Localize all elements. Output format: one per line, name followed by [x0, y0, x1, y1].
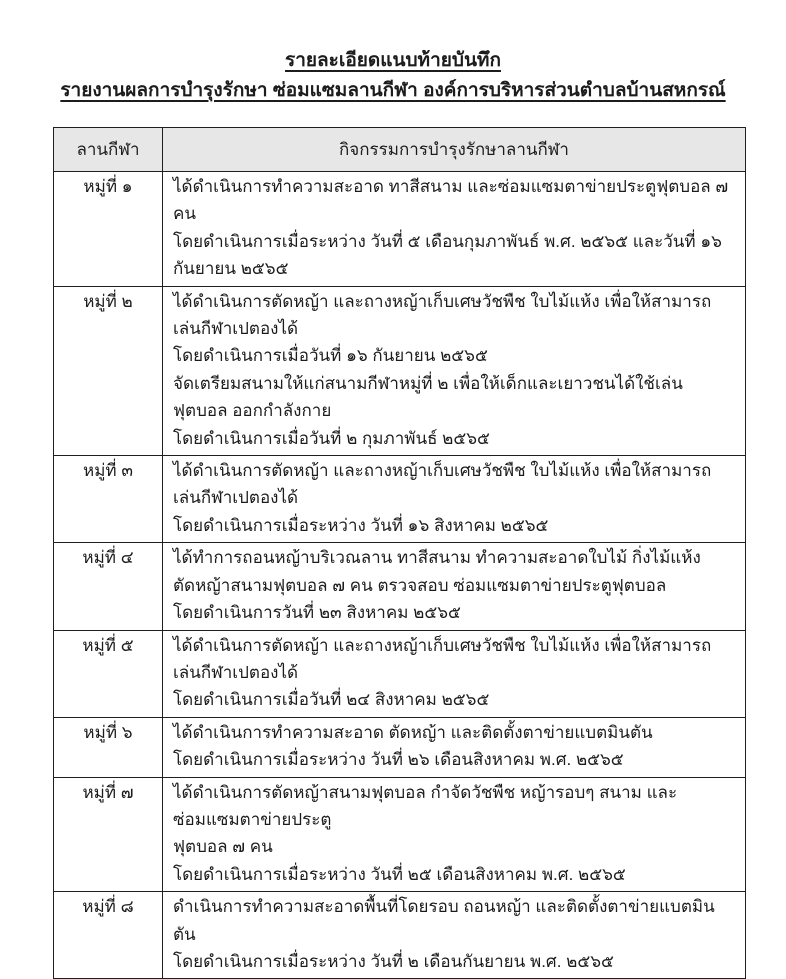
table-row	[54, 286, 746, 455]
table-row	[54, 717, 746, 777]
activity-line: โดยดำเนินการเมื่อระหว่าง วันที่ ๒ เดือนกันยายน พ.ศ. ๒๕๖๕	[173, 951, 614, 971]
table-header-row	[54, 128, 746, 172]
header-cell-field: ลานกีฬา	[54, 128, 163, 172]
activity-line: จัดเตรียมสนามให้แก่สนามกีฬาหมู่ที่ ๒ เพื่อให้เด็กและเยาวชนได้ใช้เล่นฟุตบอล ออกกำลังกาย	[173, 373, 683, 421]
activity-cell	[163, 630, 746, 717]
activity-line: ได้ดำเนินการตัดหญ้า และถางหญ้าเก็บเศษวัชพืช ใบไม้แห้ง เพื่อให้สามารถเล่นกีฬาเปตองได้	[173, 461, 712, 508]
village-cell: หมู่ที่ ๔	[54, 543, 163, 630]
activity-line: โดยดำเนินการเมื่อระหว่าง วันที่ ๕ เดือนกุมภาพันธ์ พ.ศ. ๒๕๖๕ และวันที่ ๑๖ กันยายน ๒๕๖๕	[173, 231, 722, 279]
table-row	[54, 543, 746, 630]
activity-line: โดยดำเนินการวันที่ ๒๓ สิงหาคม ๒๕๖๕	[173, 603, 461, 623]
activity-cell	[163, 892, 746, 979]
activity-line: ได้ดำเนินการทำความสะอาด ตัดหญ้า และติดตั้งตาข่ายแบตมินตัน	[173, 722, 653, 742]
village-cell: หมู่ที่ ๒	[54, 286, 163, 455]
activity-line: โดยดำเนินการเมื่อวันที่ ๒ กุมภาพันธ์ ๒๕๖๕	[173, 428, 490, 448]
activity-line: ได้ดำเนินการตัดหญ้าสนามฟุตบอล กำจัดวัชพืช หญ้ารอบๆ สนาม และซ่อมแซมตาข่ายประตู	[173, 782, 678, 829]
activity-line: ได้ทำการถอนหญ้าบริเวณลาน ทาสีสนาม ทำความสะอาดใบไม้ กิ่งไม้แห้ง	[173, 548, 701, 568]
maintenance-table	[53, 127, 746, 979]
activity-cell	[163, 172, 746, 287]
activity-line: ได้ดำเนินการตัดหญ้า และถางหญ้าเก็บเศษวัชพืช ใบไม้แห้ง เพื่อให้สามารถเล่นกีฬาเปตองได้	[173, 635, 712, 682]
village-cell: หมู่ที่ ๗	[54, 777, 163, 892]
table-row	[54, 777, 746, 892]
village-cell: หมู่ที่ ๓	[54, 456, 163, 543]
activity-line: โดยดำเนินการเมื่อวันที่ ๒๔ สิงหาคม ๒๕๖๕	[173, 690, 490, 710]
activity-line: ได้ดำเนินการตัดหญ้า และถางหญ้าเก็บเศษวัชพืช ใบไม้แห้ง เพื่อให้สามารถเล่นกีฬาเปตองได้	[173, 291, 712, 339]
activity-line: โดยดำเนินการเมื่อระหว่าง วันที่ ๑๖ สิงหาคม ๒๕๖๕	[173, 515, 549, 535]
doc-subtitle: รายงานผลการบำรุงรักษา ซ่อมแซมลานกีฬา องค์การบริหารส่วนตำบลบ้านสหกรณ์	[60, 80, 726, 101]
doc-title: รายละเอียดแนบท้ายบันทึก	[285, 50, 501, 71]
title-block	[0, 46, 786, 106]
activity-line: ได้ดำเนินการทำความสะอาด ทาสีสนาม และซ่อมแซมตาข่ายประตูฟุตบอล ๗ คน	[173, 177, 729, 224]
table-row	[54, 172, 746, 287]
header-cell-activity: กิจกรรมการบำรุงรักษาลานกีฬา	[163, 128, 746, 172]
activity-line: ดำเนินการทำความสะอาดพื้นที่โดยรอบ ถอนหญ้า และติดตั้งตาข่ายแบตมินตัน	[173, 897, 715, 944]
table-row	[54, 456, 746, 543]
table-row	[54, 630, 746, 717]
activity-cell	[163, 286, 746, 455]
activity-line: ฟุตบอล ๗ คน	[173, 837, 273, 857]
village-cell: หมู่ที่ ๘	[54, 892, 163, 979]
activity-cell	[163, 456, 746, 543]
village-cell: หมู่ที่ ๖	[54, 717, 163, 777]
activity-line: โดยดำเนินการเมื่อวันที่ ๑๖ กันยายน ๒๕๖๕	[173, 346, 488, 366]
activity-line: ตัดหญ้าสนามฟุตบอล ๗ คน ตรวจสอบ ซ่อมแซมตาข่ายประตูฟุตบอล	[173, 575, 667, 595]
village-cell: หมู่ที่ ๕	[54, 630, 163, 717]
activity-cell	[163, 717, 746, 777]
activity-line: โดยดำเนินการเมื่อระหว่าง วันที่ ๒๕ เดือนสิงหาคม พ.ศ. ๒๕๖๕	[173, 864, 626, 884]
activity-line: โดยดำเนินการเมื่อระหว่าง วันที่ ๒๖ เดือนสิงหาคม พ.ศ. ๒๕๖๕	[173, 750, 624, 770]
village-cell: หมู่ที่ ๑	[54, 172, 163, 287]
activity-cell	[163, 777, 746, 892]
activity-cell	[163, 543, 746, 630]
table-row	[54, 892, 746, 979]
